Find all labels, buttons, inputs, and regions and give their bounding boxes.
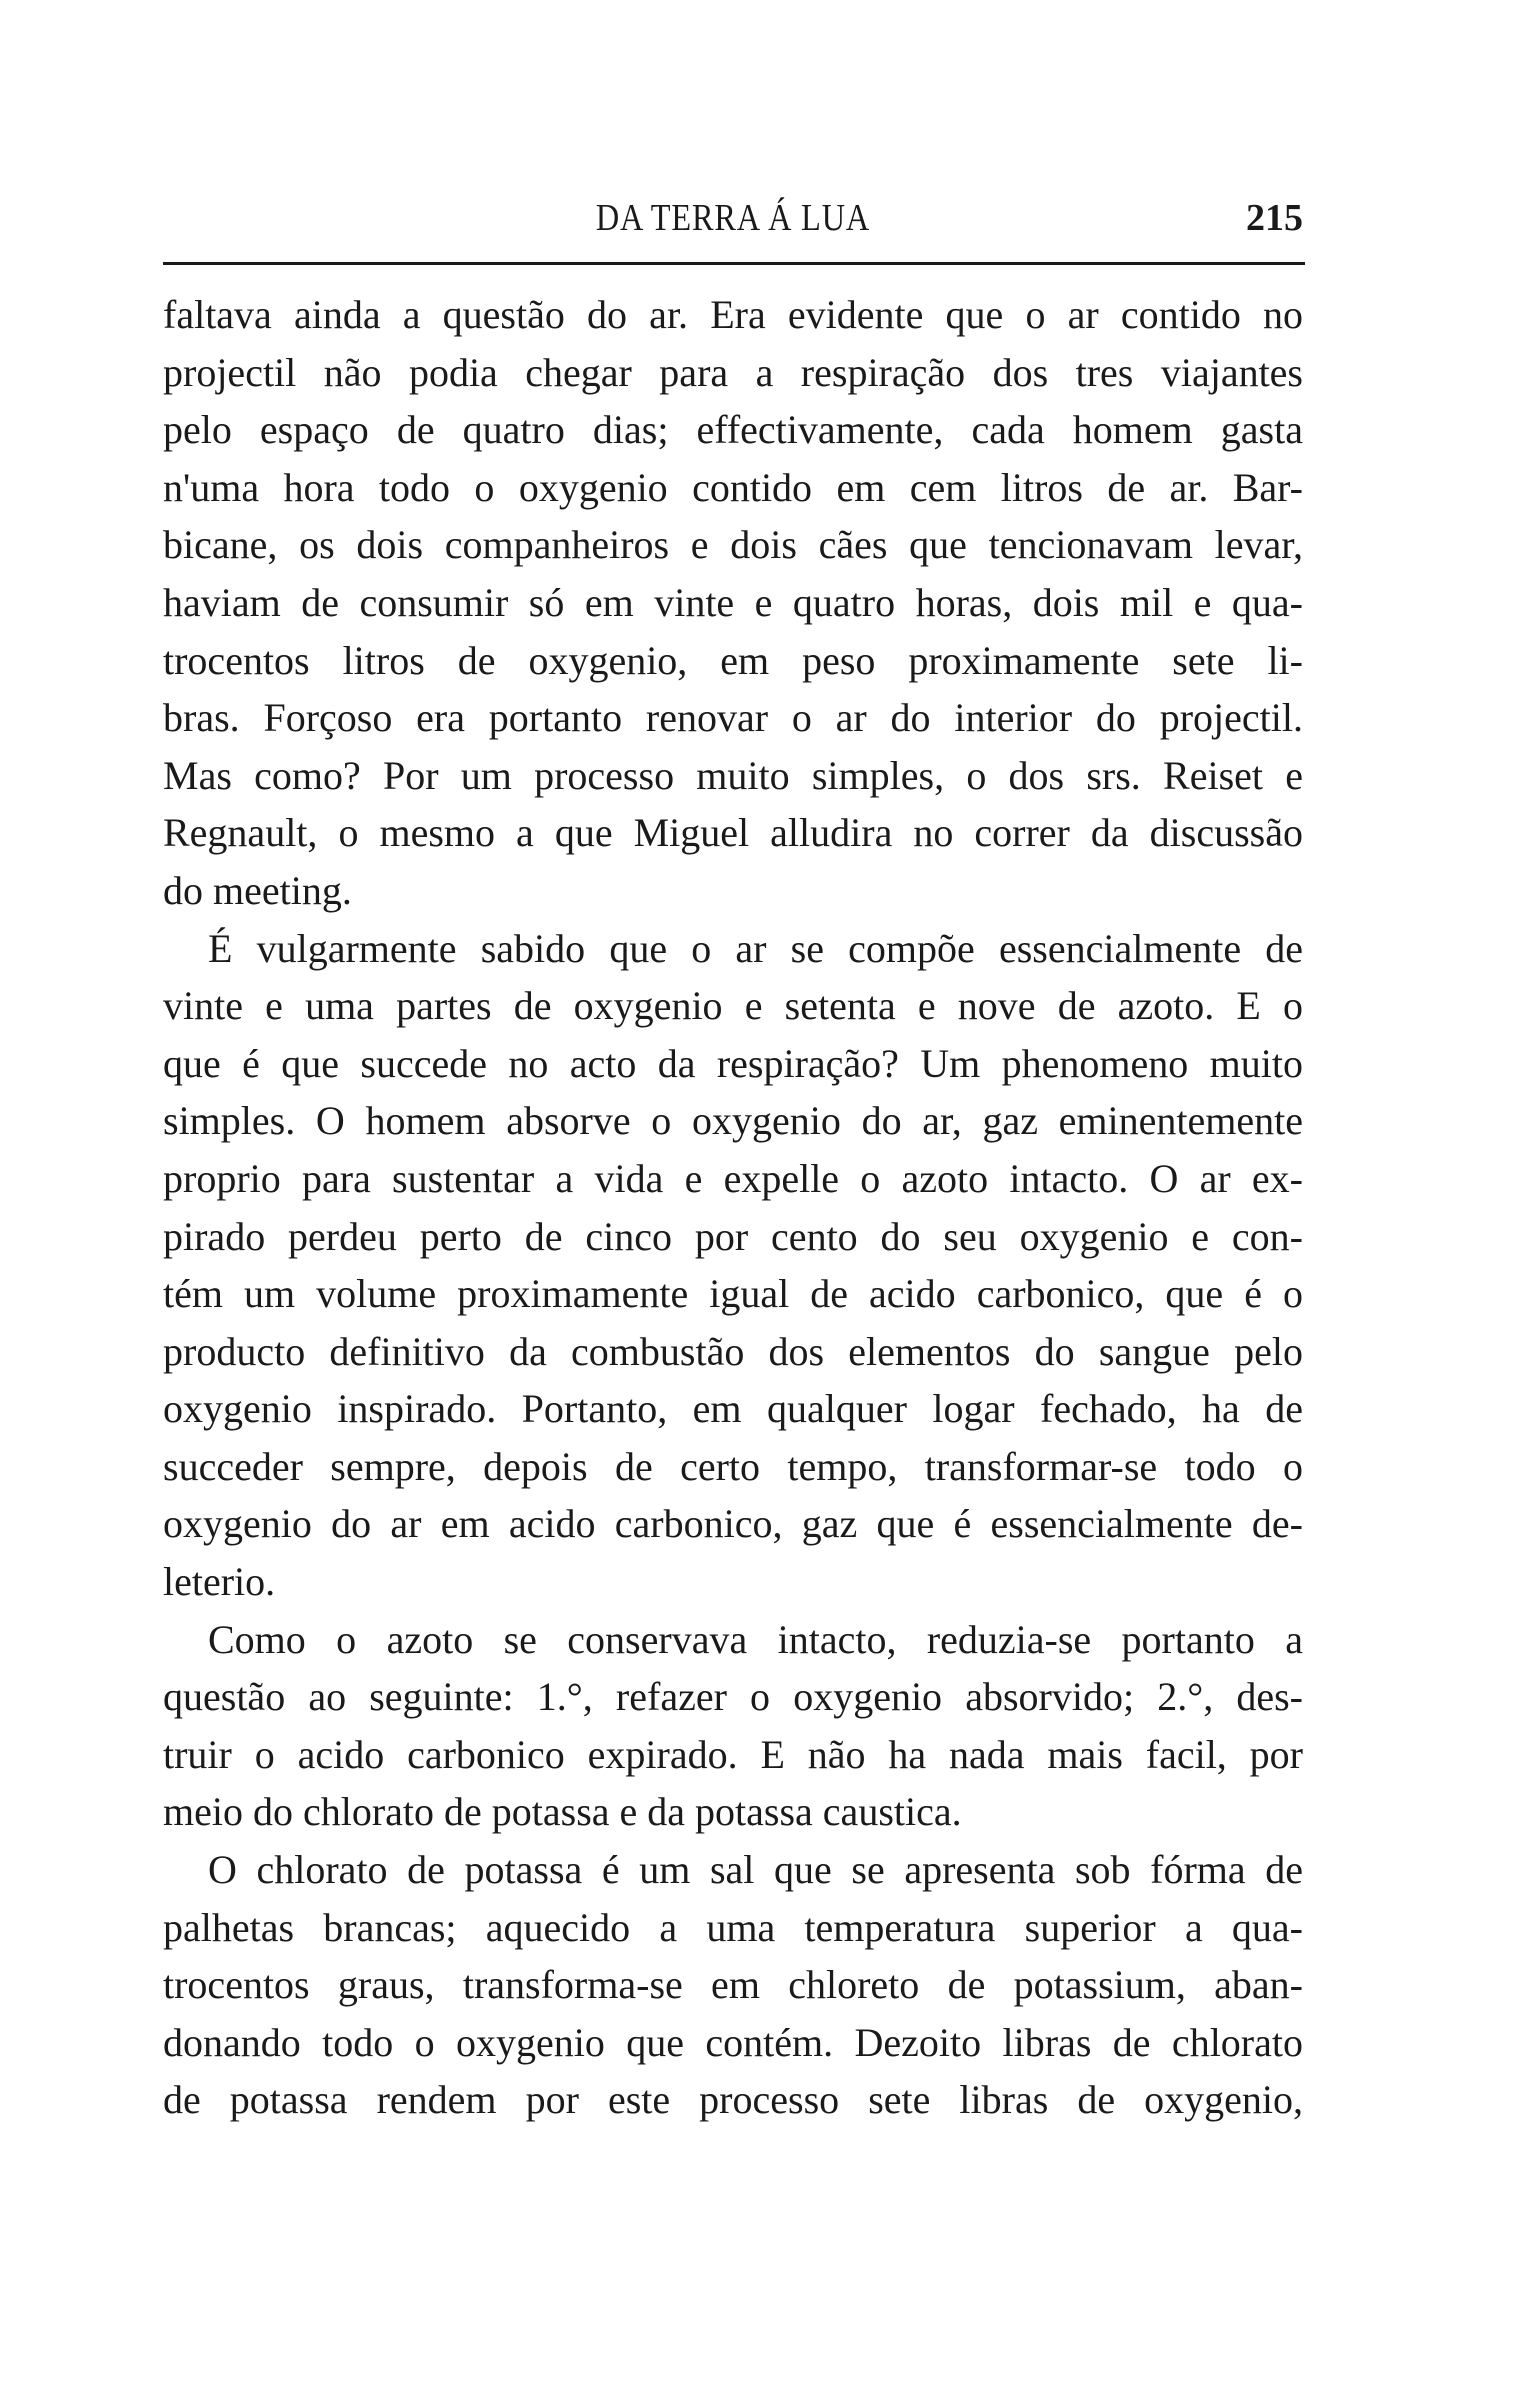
text-line: haviam de consumir só em vinte e quatro horas, dois mil e qua- <box>163 579 1303 625</box>
text-line: pelo espaço de quatro dias; effectivamente, cada homem gasta <box>163 407 1303 453</box>
text-line: do meeting. <box>163 867 352 913</box>
text-line: que é que succede no acto da respiração? Um phenomeno muito <box>163 1040 1303 1086</box>
text-line: donando todo o oxygenio que contém. Dezoito libras de chlorato <box>163 2019 1303 2065</box>
text-line: tém um volume proximamente igual de acido carbonico, que é o <box>163 1271 1303 1317</box>
text-line: trocentos litros de oxygenio, em peso proximamente sete li- <box>163 637 1303 683</box>
text-line: questão ao seguinte: 1.°, refazer o oxygenio absorvido; 2.°, des- <box>163 1674 1303 1720</box>
header-rule <box>163 262 1305 265</box>
page-number: 215 <box>1246 197 1303 239</box>
text-line: succeder sempre, depois de certo tempo, transformar-se todo o <box>163 1443 1303 1489</box>
text-line: faltava ainda a questão do ar. Era evidente que o ar contido no <box>163 292 1303 337</box>
text-line: bras. Forçoso era portanto renovar o ar do interior do projectil. <box>163 695 1303 741</box>
text-line: simples. O homem absorve o oxygenio do ar, gaz eminentemente <box>163 1098 1303 1144</box>
text-line: bicane, os dois companheiros e dois cães que tencionavam levar, <box>163 522 1303 568</box>
text-line: palhetas brancas; aquecido a uma temperatura superior a qua- <box>163 1904 1303 1950</box>
text-line: Como o azoto se conservava intacto, reduzia-se portanto a <box>208 1616 1303 1662</box>
text-line: n'uma hora todo o oxygenio contido em cem litros de ar. Bar- <box>163 464 1303 510</box>
body-text <box>163 286 1303 2129</box>
text-line: meio do chlorato de potassa e da potassa caustica. <box>163 1789 962 1835</box>
text-line: proprio para sustentar a vida e expelle o azoto intacto. O ar ex- <box>163 1155 1303 1201</box>
text-line: O chlorato de potassa é um sal que se apresenta sob fórma de <box>208 1847 1303 1893</box>
text-line: projectil não podia chegar para a respiração dos tres viajantes <box>163 349 1303 395</box>
text-line: de potassa rendem por este processo sete libras de oxygenio, <box>163 2077 1303 2123</box>
text-line: pirado perdeu perto de cinco por cento do seu oxygenio e con- <box>163 1213 1303 1259</box>
text-line: Regnault, o mesmo a que Miguel alludira no correr da discussão <box>163 810 1303 856</box>
text-line: oxygenio inspirado. Portanto, em qualquer logar fechado, ha de <box>163 1386 1303 1432</box>
text-line: leterio. <box>163 1559 276 1605</box>
text-line: É vulgarmente sabido que o ar se compõe essencialmente de <box>208 925 1303 971</box>
text-line: vinte e uma partes de oxygenio e setenta e nove de azoto. E o <box>163 983 1303 1029</box>
text-line: trocentos graus, transforma-se em chloreto de potassium, aban- <box>163 1962 1303 2008</box>
text-line: Mas como? Por um processo muito simples, o dos srs. Reiset e <box>163 752 1303 798</box>
text-line: oxygenio do ar em acido carbonico, gaz que é essencialmente de- <box>163 1501 1303 1547</box>
text-line: producto definitivo da combustão dos elementos do sangue pelo <box>163 1328 1303 1374</box>
running-title: DA TERRA Á LUA <box>595 197 871 239</box>
running-header <box>163 196 1303 246</box>
text-line: truir o acido carbonico expirado. E não ha nada mais facil, por <box>163 1731 1303 1777</box>
